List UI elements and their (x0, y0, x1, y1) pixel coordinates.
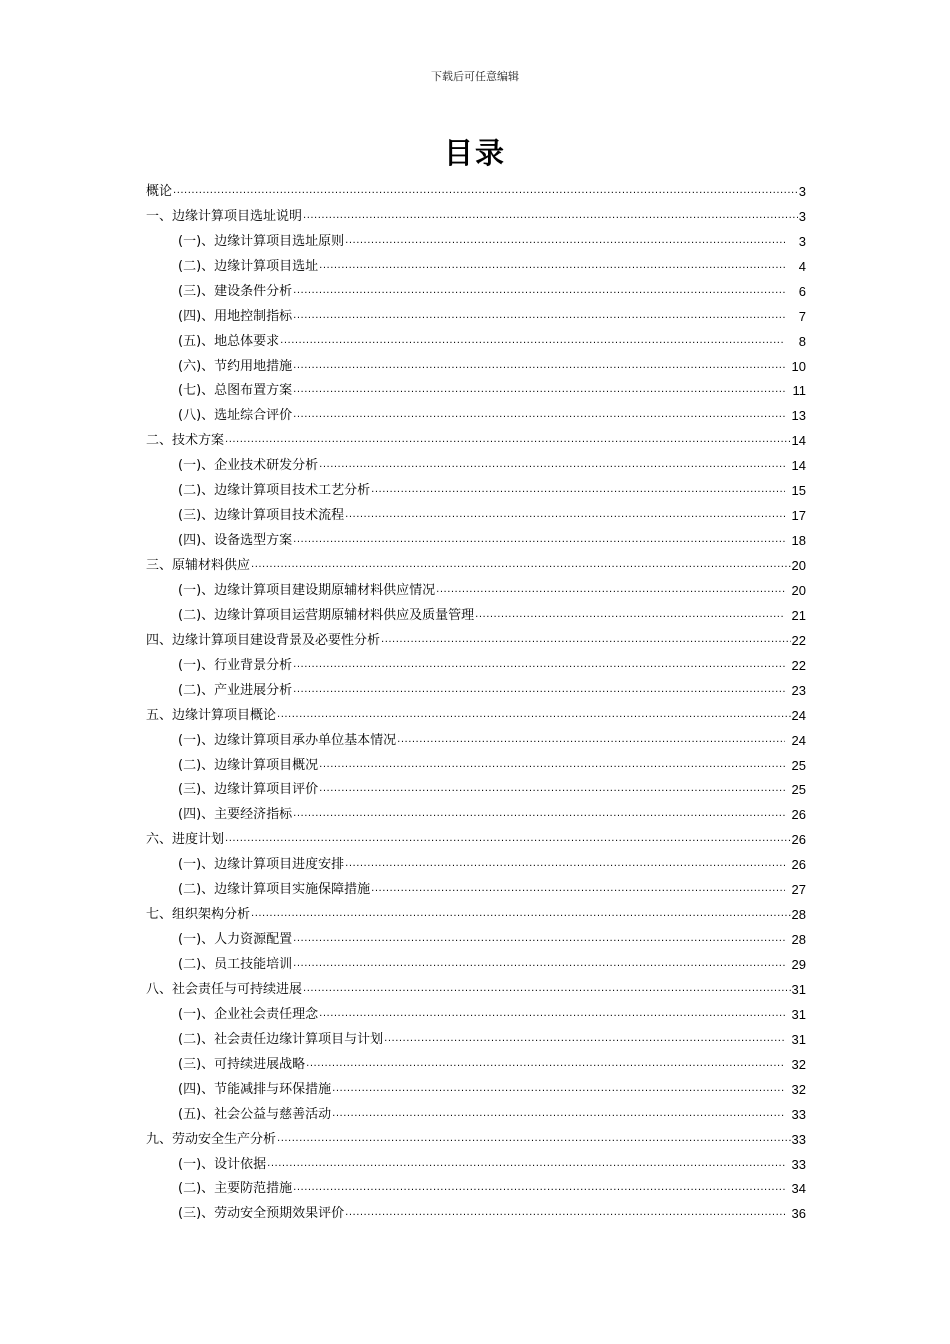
toc-subentry[interactable] (146, 226, 806, 251)
toc-dot-leader (319, 257, 785, 275)
toc-dot-leader (267, 1155, 785, 1173)
toc-dot-leader (173, 182, 798, 200)
page-header: 下载后可任意编辑 (431, 70, 519, 83)
toc-page-number: 34 (791, 1181, 806, 1197)
toc-entry-label: (二)、员工技能培训 (178, 957, 293, 972)
toc-dot-leader (475, 606, 785, 624)
toc-dot-leader (293, 955, 785, 973)
toc-entry-label: (三)、可持续进展战略 (178, 1056, 306, 1072)
toc-dot-leader (293, 681, 785, 699)
toc-dot-leader (251, 905, 791, 923)
toc-entry-label: (四)、用地控制指标 (178, 308, 293, 324)
toc-page-number: 13 (791, 408, 806, 424)
toc-subentry[interactable] (146, 326, 806, 351)
toc-dot-leader (251, 556, 791, 574)
toc-entry-label: (二)、边缘计算项目概况 (178, 757, 319, 773)
toc-dot-leader (303, 980, 791, 998)
toc-entry-label: 三、原辅材料供应 (146, 558, 251, 573)
toc-page-number: 28 (791, 932, 806, 948)
toc-entry-label: (四)、设备选型方案 (178, 533, 293, 549)
toc-dot-leader (293, 357, 785, 375)
toc-entry-label: 五、边缘计算项目概论 (146, 707, 277, 723)
toc-entry-label: 二、技术方案 (146, 433, 225, 449)
toc-page-number: 20 (791, 582, 806, 598)
toc-subentry[interactable] (146, 276, 806, 301)
toc-entry-label: (一)、行业背景分析 (178, 657, 293, 673)
toc-page-number: 26 (791, 832, 806, 848)
toc-page-number: 28 (791, 907, 806, 923)
toc-entry-label: 概论 (146, 183, 173, 199)
toc-dot-leader (345, 855, 785, 873)
toc-entry-label: 八、社会责任与可持续进展 (146, 981, 303, 997)
toc-entry-label: (二)、主要防范措施 (178, 1181, 293, 1197)
toc-subentry[interactable] (146, 1099, 806, 1124)
toc-page-number: 18 (791, 533, 806, 549)
toc-page-number: 22 (791, 657, 806, 673)
toc-entry-label: (一)、人力资源配置 (178, 932, 293, 948)
toc-entry-label: (二)、社会责任边缘计算项目与计划 (178, 1031, 384, 1047)
toc-page-number: 22 (791, 632, 806, 648)
toc-page-number: 27 (791, 882, 806, 898)
toc-dot-leader (293, 406, 785, 424)
toc-dot-leader (293, 656, 785, 674)
toc-dot-leader (277, 706, 791, 724)
toc-entry-label: (二)、边缘计算项目技术工艺分析 (178, 483, 371, 499)
toc-page-number: 31 (791, 981, 806, 997)
toc-dot-leader (371, 880, 785, 898)
toc-dot-leader (280, 332, 785, 350)
table-of-contents (146, 176, 806, 1223)
toc-entry-label: (二)、边缘计算项目选址 (178, 258, 319, 274)
toc-dot-leader (277, 1130, 791, 1148)
toc-dot-leader (293, 282, 785, 300)
toc-subentry[interactable] (146, 1074, 806, 1099)
toc-subentry[interactable] (146, 500, 806, 525)
toc-entry-label: 九、劳动安全生产分析 (146, 1131, 277, 1147)
toc-entry[interactable] (146, 824, 806, 849)
toc-entry-label: (一)、边缘计算项目承办单位基本情况 (178, 732, 397, 748)
toc-subentry[interactable] (146, 725, 806, 750)
toc-dot-leader (225, 830, 791, 848)
toc-entry[interactable] (146, 550, 806, 575)
toc-subentry[interactable] (146, 874, 806, 899)
toc-dot-leader (319, 1005, 785, 1023)
toc-subentry[interactable] (146, 400, 806, 425)
toc-entry-label: (一)、设计依据 (178, 1156, 267, 1172)
toc-entry[interactable] (146, 425, 806, 450)
toc-page-number: 25 (791, 782, 806, 798)
toc-subentry[interactable] (146, 999, 806, 1024)
toc-page-number: 23 (791, 682, 806, 698)
toc-entry-label: (一)、边缘计算项目进度安排 (178, 857, 345, 873)
toc-dot-leader (345, 506, 785, 524)
toc-page-number: 21 (791, 607, 806, 623)
toc-page-number: 10 (791, 358, 806, 374)
toc-page-number: 20 (791, 558, 806, 573)
toc-entry-label: (五)、社会公益与慈善活动 (178, 1106, 332, 1122)
toc-dot-leader (306, 1055, 785, 1073)
toc-subentry[interactable] (146, 1198, 806, 1223)
toc-page-number: 26 (791, 807, 806, 823)
toc-page-number: 25 (791, 757, 806, 773)
toc-entry-label: (一)、边缘计算项目选址原则 (178, 233, 345, 249)
toc-subentry[interactable] (146, 1149, 806, 1174)
toc-subentry[interactable] (146, 351, 806, 376)
toc-dot-leader (381, 631, 791, 649)
toc-entry-label: (三)、建设条件分析 (178, 283, 293, 299)
toc-subentry[interactable] (146, 799, 806, 824)
toc-dot-leader (293, 531, 785, 549)
toc-subentry[interactable] (146, 750, 806, 775)
toc-dot-leader (384, 1030, 785, 1048)
toc-page-number: 3 (798, 233, 806, 249)
page-title: 目录 (443, 136, 506, 170)
toc-page-number: 17 (791, 508, 806, 524)
toc-page-number: 4 (798, 258, 806, 274)
toc-subentry[interactable] (146, 949, 806, 974)
toc-subentry[interactable] (146, 675, 806, 700)
toc-entry-label: (三)、边缘计算项目技术流程 (178, 508, 345, 524)
toc-entry-label: (二)、边缘计算项目实施保障措施 (178, 882, 371, 898)
toc-entry-label: (四)、节能减排与环保措施 (178, 1081, 332, 1097)
toc-entry-label: (一)、边缘计算项目建设期原辅材料供应情况 (178, 582, 436, 598)
toc-dot-leader (293, 1179, 785, 1197)
toc-entry[interactable] (146, 176, 806, 201)
toc-dot-leader (303, 207, 798, 225)
toc-dot-leader (319, 780, 785, 798)
toc-entry-label: 一、边缘计算项目选址说明 (146, 208, 303, 224)
toc-entry-label: 七、组织架构分析 (146, 907, 251, 923)
toc-entry[interactable] (146, 625, 806, 650)
toc-subentry[interactable] (146, 849, 806, 874)
toc-dot-leader (293, 930, 785, 948)
toc-subentry[interactable] (146, 301, 806, 326)
toc-dot-leader (371, 481, 785, 499)
toc-page-number: 24 (791, 707, 806, 723)
toc-page-number: 7 (798, 308, 806, 324)
toc-subentry[interactable] (146, 575, 806, 600)
toc-dot-leader (319, 756, 785, 774)
toc-page-number: 33 (791, 1131, 806, 1147)
toc-dot-leader (345, 232, 785, 250)
toc-entry-label: (六)、节约用地措施 (178, 358, 293, 374)
toc-entry[interactable] (146, 899, 806, 924)
toc-entry-label: (三)、边缘计算项目评价 (178, 782, 319, 798)
toc-subentry[interactable] (146, 475, 806, 500)
toc-subentry[interactable] (146, 1024, 806, 1049)
toc-entry-label: (三)、劳动安全预期效果评价 (178, 1206, 345, 1222)
toc-page-number: 36 (791, 1206, 806, 1222)
toc-subentry[interactable] (146, 525, 806, 550)
toc-dot-leader (397, 731, 785, 749)
toc-page-number: 3 (798, 208, 806, 224)
toc-subentry[interactable] (146, 376, 806, 401)
toc-entry-label: (二)、产业进展分析 (178, 682, 293, 698)
toc-page-number: 11 (792, 383, 806, 399)
toc-dot-leader (225, 431, 791, 449)
toc-subentry[interactable] (146, 1049, 806, 1074)
toc-page-number: 24 (791, 732, 806, 748)
toc-page-number: 15 (791, 483, 806, 499)
toc-page-number: 8 (798, 333, 806, 349)
toc-dot-leader (293, 307, 785, 325)
toc-entry-label: (七)、总图布置方案 (178, 383, 293, 399)
toc-subentry[interactable] (146, 251, 806, 276)
toc-entry[interactable] (146, 700, 806, 725)
toc-entry-label: (四)、主要经济指标 (178, 807, 293, 823)
toc-entry-label: (一)、企业社会责任理念 (178, 1006, 319, 1022)
toc-entry-label: 六、进度计划 (146, 832, 225, 848)
toc-dot-leader (345, 1204, 785, 1222)
toc-page-number: 33 (791, 1156, 806, 1172)
toc-dot-leader (293, 805, 785, 823)
toc-subentry[interactable] (146, 600, 806, 625)
toc-dot-leader (293, 381, 785, 399)
toc-page-number: 14 (791, 458, 806, 474)
toc-entry-label: 四、边缘计算项目建设背景及必要性分析 (146, 632, 381, 648)
toc-entry-label: (五)、地总体要求 (178, 333, 280, 349)
toc-entry-label: (二)、边缘计算项目运营期原辅材料供应及质量管理 (178, 607, 475, 623)
toc-subentry[interactable] (146, 450, 806, 475)
toc-dot-leader (436, 581, 785, 599)
toc-entry[interactable] (146, 201, 806, 226)
toc-dot-leader (319, 456, 785, 474)
toc-entry[interactable] (146, 974, 806, 999)
toc-page-number: 3 (798, 183, 806, 199)
toc-subentry[interactable] (146, 775, 806, 800)
toc-page-number: 6 (798, 283, 806, 299)
toc-subentry[interactable] (146, 924, 806, 949)
toc-subentry[interactable] (146, 1174, 806, 1199)
toc-page-number: 26 (791, 857, 806, 873)
toc-entry-label: (一)、企业技术研发分析 (178, 458, 319, 474)
toc-page-number: 29 (791, 957, 806, 972)
toc-entry-label: (八)、选址综合评价 (178, 408, 293, 424)
toc-dot-leader (332, 1105, 785, 1123)
toc-dot-leader (332, 1080, 785, 1098)
toc-page-number: 31 (791, 1006, 806, 1022)
toc-page-number: 14 (791, 433, 806, 449)
toc-page-number: 32 (791, 1056, 806, 1072)
toc-page-number: 32 (791, 1081, 806, 1097)
toc-subentry[interactable] (146, 650, 806, 675)
toc-page-number: 31 (791, 1031, 806, 1047)
toc-entry[interactable] (146, 1124, 806, 1149)
toc-page-number: 33 (791, 1106, 806, 1122)
